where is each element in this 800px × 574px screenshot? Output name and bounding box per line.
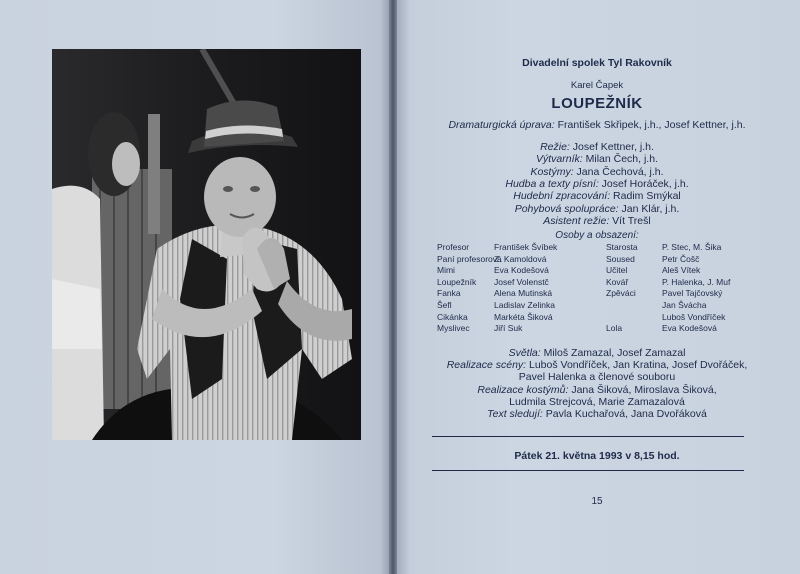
credit-name: Josef Horáček, j.h.: [598, 177, 689, 190]
cast-role: Myslivec: [437, 323, 470, 334]
credit-role: Realizace kostýmů:: [477, 383, 569, 396]
credit-name: Miloš Zamazal, Josef Zamazal: [540, 347, 686, 359]
cast-role: Fanka: [437, 288, 461, 299]
cast-actor: Luboš Vondříček: [662, 311, 726, 322]
credit-line: [394, 204, 800, 215]
credit-line: [394, 348, 800, 359]
cast-actor: Pavel Tajčovský: [662, 288, 723, 299]
cast-role: Paní profesorová: [437, 253, 502, 264]
credit-line: [394, 385, 800, 396]
credit-line: [394, 191, 800, 202]
program-text: [394, 0, 800, 574]
credit-line: [394, 397, 800, 408]
credit-line: [394, 179, 800, 190]
credit-line: [394, 216, 800, 227]
divider-bottom: [432, 470, 744, 471]
cast-actor: Petr Čošč: [662, 253, 700, 264]
dramaturgy-role: Dramaturgická úprava:: [448, 119, 555, 131]
company-name: Divadelní spolek Tyl Rakovník: [522, 57, 672, 69]
divider-top: [432, 436, 744, 437]
cast-actor: Eva Kodešová: [662, 323, 717, 334]
credit-line: [394, 154, 800, 165]
credit-name: Radim Smýkal: [610, 190, 681, 203]
credit-role: Hudební zpracování:: [513, 190, 611, 203]
cast-heading: Osoby a obsazení:: [555, 230, 639, 241]
play-title: LOUPEŽNÍK: [551, 95, 643, 112]
credit-role: Hudba a texty písní:: [505, 177, 599, 190]
cast-actor: Josef Volenstč: [494, 276, 549, 287]
performance-date: Pátek 21. května 1993 v 8,15 hod.: [514, 450, 680, 462]
theatre-photo: [52, 49, 361, 440]
cast-role: Cikánka: [437, 311, 468, 322]
author-name: Karel Čapek: [570, 80, 624, 91]
cast-actor: P. Stec, M. Šika: [662, 242, 722, 252]
credit-role: Pohybová spolupráce:: [514, 202, 619, 215]
cast-role: Starosta: [606, 242, 638, 252]
credit-role: Kostýmy:: [530, 165, 574, 178]
cast-role: Kovář: [606, 276, 629, 287]
credit-name: Ludmila Strejcová, Marie Zamazalová: [509, 395, 685, 408]
credit-line: [394, 142, 800, 153]
credit-name: Milan Čech, j.h.: [582, 153, 658, 166]
credit-role: Asistent režie:: [543, 214, 610, 227]
credit-role: Světla:: [508, 347, 541, 359]
credit-name: Jana Čechová, j.h.: [573, 165, 664, 178]
credit-line: [394, 372, 800, 383]
cast-actor: Aleš Vítek: [662, 265, 701, 276]
dramaturgy-names: František Skřipek, j.h., Josef Kettner, j.h.: [554, 119, 746, 131]
page-number: 15: [591, 496, 603, 507]
cast-role: Šefl: [437, 300, 452, 310]
cast-role: Profesor: [437, 242, 470, 252]
cast-role: Lola: [606, 323, 623, 334]
credit-role: Text sledují:: [487, 408, 543, 420]
photo-illustration: [52, 49, 361, 440]
cast-actor: Markéta Šiková: [494, 311, 553, 322]
cast-actor: Eva Kodešová: [494, 265, 549, 276]
cast-actor: František Švíbek: [494, 242, 558, 252]
cast-actor: P. Halenka, J. Muf: [662, 276, 731, 287]
cast-actor: Ladislav Zelinka: [494, 300, 555, 310]
credit-line: [394, 167, 800, 178]
cast-actor: Z. Kamoldová: [494, 253, 547, 264]
credit-name: Jana Šiková, Miroslava Šiková,: [568, 383, 717, 396]
dramaturgy-line: [394, 120, 800, 131]
credit-name: Luboš Vondříček, Jan Kratina, Josef Dvořáček,: [526, 359, 748, 372]
credit-line: [394, 360, 800, 371]
credit-role: Režie:: [540, 141, 570, 153]
cast-role: Soused: [606, 253, 635, 264]
credit-name: Jan Klár, j.h.: [618, 202, 680, 215]
cast-actor: Jan Švácha: [662, 300, 707, 310]
credit-name: Pavel Halenka a členové souboru: [518, 371, 676, 384]
credit-name: Josef Kettner, j.h.: [569, 141, 654, 153]
cast-role: Učitel: [606, 265, 628, 276]
cast-role: Mimi: [437, 265, 455, 276]
credit-name: Pavla Kuchařová, Jana Dvořáková: [542, 408, 707, 420]
credit-role: Realizace scény:: [446, 359, 527, 372]
cast-role: Zpěváci: [606, 288, 636, 299]
credit-line: [394, 409, 800, 420]
credit-role: Výtvarník:: [536, 153, 583, 166]
cast-actor: Alena Mutinská: [494, 288, 553, 299]
credit-name: Vít Trešl: [609, 214, 651, 227]
cast-actor: Jiří Suk: [494, 323, 523, 334]
cast-role: Loupežník: [437, 276, 477, 287]
